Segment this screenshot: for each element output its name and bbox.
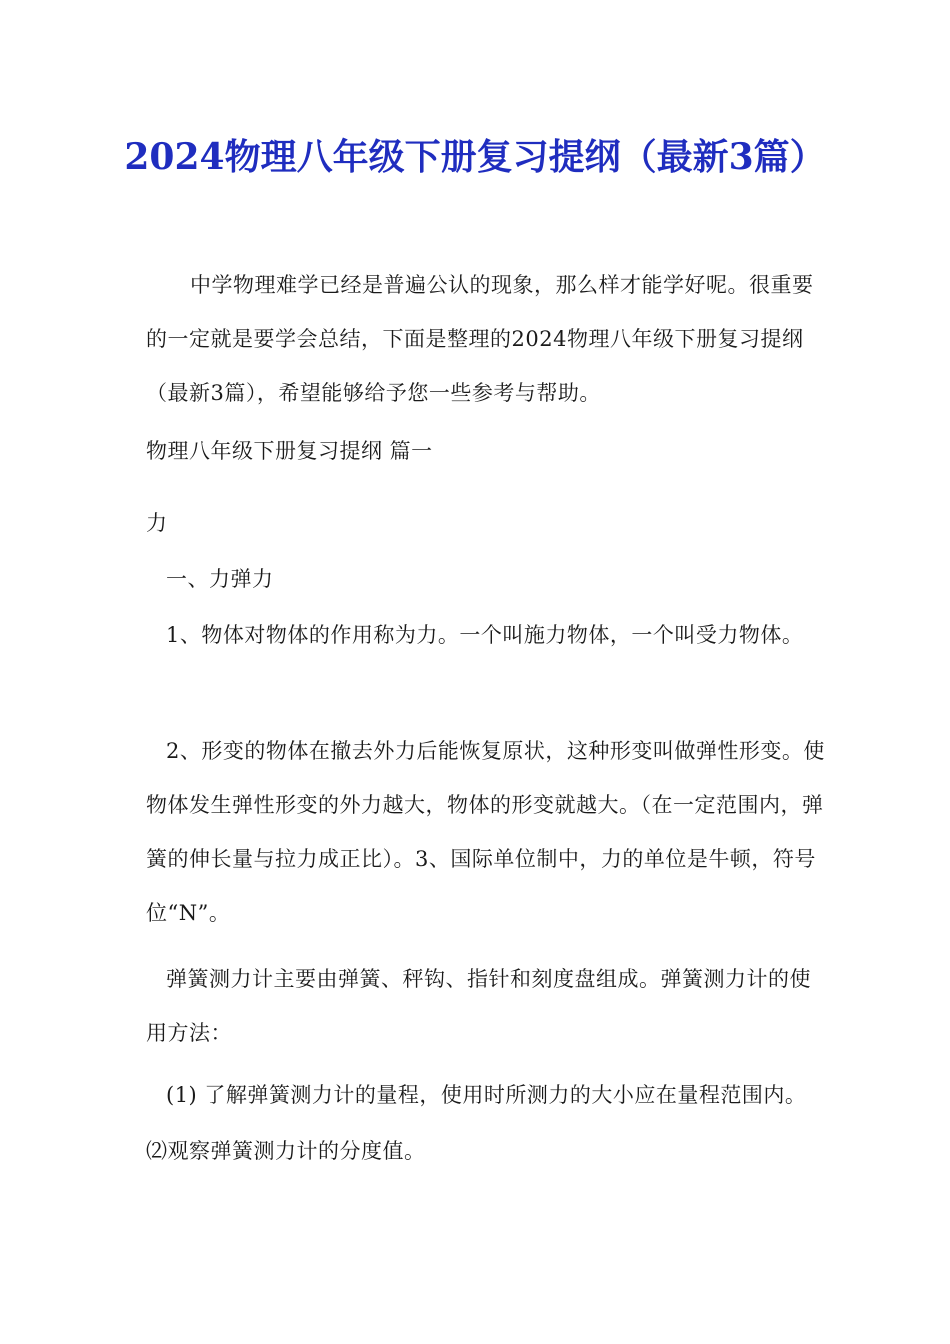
- subsection-heading: 一、力弹力: [166, 567, 274, 591]
- paragraph-item-5: ⑵观察弹簧测力计的分度值。: [146, 1139, 426, 1163]
- paragraph-item-3: 弹簧测力计主要由弹簧、秤钩、指针和刻度盘组成。弹簧测力计的使用方法：: [146, 967, 811, 1045]
- paragraph-item-4: (1) 了解弹簧测力计的量程，使用时所测力的大小应在量程范围内。: [166, 1083, 807, 1107]
- paragraph-item-1: 1、物体对物体的作用称为力。一个叫施力物体，一个叫受力物体。: [166, 623, 804, 647]
- chapter-heading: 力: [146, 511, 168, 535]
- section-heading: 物理八年级下册复习提纲 篇一: [146, 439, 433, 463]
- intro-paragraph: 中学物理难学已经是普遍公认的现象，那么样才能学好呢。很重要的一定就是要学会总结，下面是整理的2024物理八年级下册复习提纲（最新3篇），希望能够给予您一些参考与帮助。: [146, 273, 814, 405]
- paragraph-item-2: 2、形变的物体在撤去外力后能恢复原状，这种形变叫做弹性形变。使物体发生弹性形变的外力越大，物体的形变就越大。（在一定范围内，弹簧的伸长量与拉力成正比）。3、国际单位制中，力的单位是牛顿，符号位“N”。: [146, 739, 825, 925]
- document-title: 2024物理八年级下册复习提纲（最新3篇）: [124, 136, 826, 178]
